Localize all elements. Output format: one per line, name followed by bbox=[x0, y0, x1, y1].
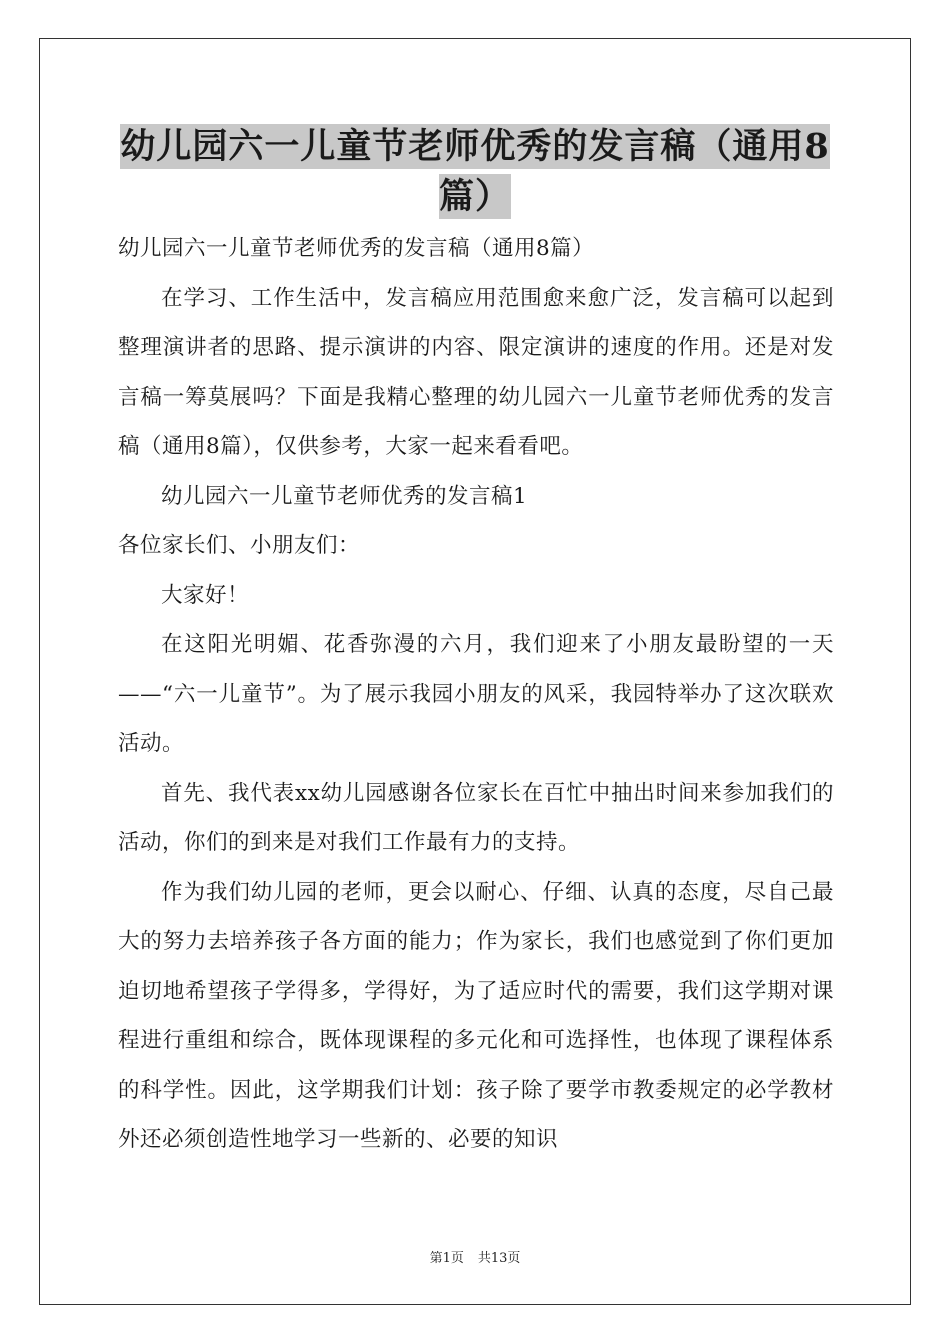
document-title bbox=[118, 122, 832, 222]
body-paragraph: 作为我们幼儿园的老师，更会以耐心、仔细、认真的态度，尽自己最大的努力去培养孩子各方面的能力；作为家长，我们也感觉到了你们更加迫切地希望孩子学得多，学得好，为了适应时代的需要，我们这学期对课程进行重组和综合，既体现课程的多元化和可选择性，也体现了课程体系的科学性。因此，这学期我们计划：孩子除了要学市教委规定的必学教材外还必须创造性地学习一些新的、必要的知识 bbox=[118, 879, 834, 1152]
body-paragraph: 首先、我代表xx幼儿园感谢各位家长在百忙中抽出时间来参加我们的活动，你们的到来是对我们工作最有力的支持。 bbox=[118, 780, 834, 855]
greeting: 大家好！ bbox=[161, 582, 250, 608]
title-line-2: 篇） bbox=[438, 176, 511, 217]
document-body bbox=[118, 224, 834, 1165]
page-footer bbox=[0, 1247, 950, 1266]
title-line-1: 幼儿园六一儿童节老师优秀的发言稿（通用8 bbox=[120, 126, 830, 167]
subtitle-paragraph: 幼儿园六一儿童节老师优秀的发言稿（通用8篇） bbox=[118, 236, 595, 261]
salutation: 各位家长们、小朋友们： bbox=[118, 533, 361, 558]
section-heading: 幼儿园六一儿童节老师优秀的发言稿1 bbox=[161, 483, 528, 509]
intro-paragraph: 在学习、工作生活中，发言稿应用范围愈来愈广泛，发言稿可以起到整理演讲者的思路、提示演讲的内容、限定演讲的速度的作用。还是对发言稿一筹莫展吗？下面是我精心整理的幼儿园六一儿童节老师优秀的发言稿（通用8篇），仅供参考，大家一起来看看吧。 bbox=[118, 285, 834, 459]
total-pages: 共13页 bbox=[477, 1251, 521, 1266]
page-number: 第1页 bbox=[429, 1251, 464, 1266]
body-paragraph: 在这阳光明媚、花香弥漫的六月，我们迎来了小朋友最盼望的一天——“六一儿童节”。为了展示我园小朋友的风采，我园特举办了这次联欢活动。 bbox=[118, 632, 834, 756]
